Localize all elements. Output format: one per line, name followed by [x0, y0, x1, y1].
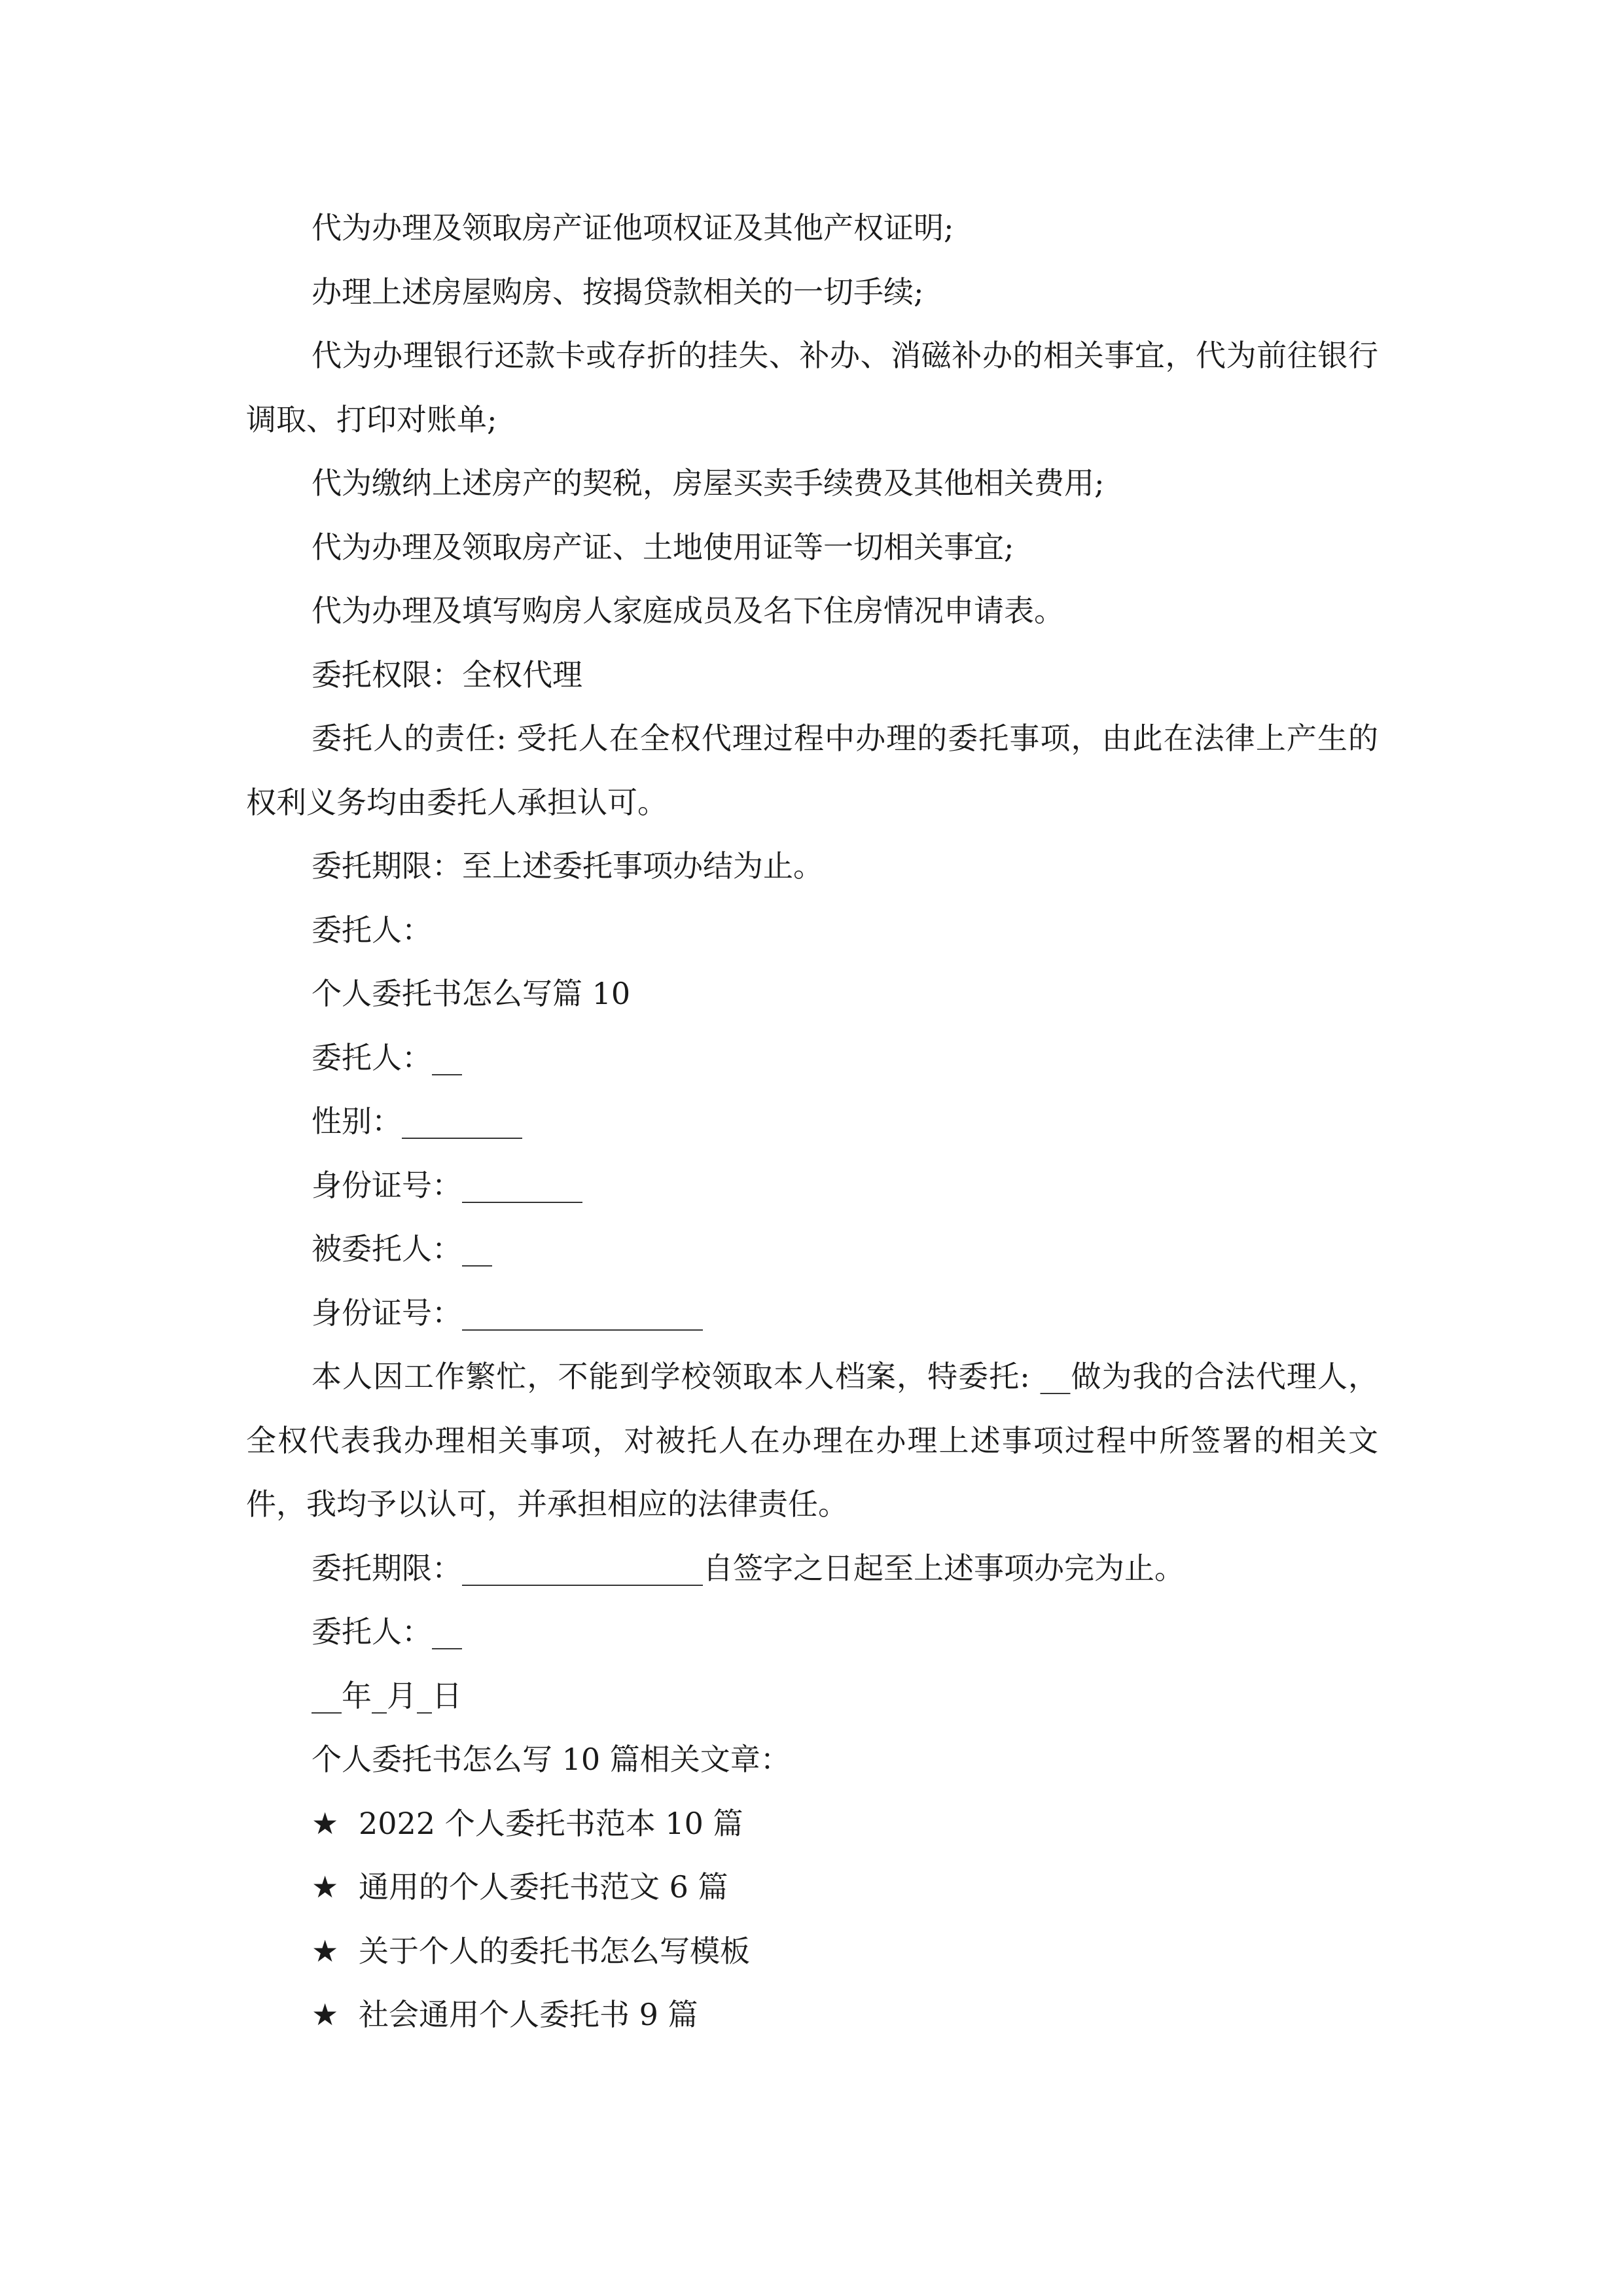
date-line: __年_月_日 [312, 1677, 462, 1713]
paragraph: 办理上述房屋购房、按揭贷款相关的一切手续; [312, 274, 924, 310]
form-field: 身份证号：________ [312, 1167, 582, 1203]
related-link-label: 关于个人的委托书怎么写模板 [359, 1933, 750, 1969]
star-icon: ★ [312, 1805, 339, 1841]
form-field: 身份证号：________________ [312, 1295, 703, 1331]
section-heading: 个人委托书怎么写篇 10 [312, 976, 631, 1011]
related-link[interactable] [246, 1856, 1378, 1920]
related-heading: 个人委托书怎么写 10 篇相关文章： [312, 1742, 791, 1777]
document-body [246, 196, 1378, 2047]
paragraph: 委托权限：全权代理 [312, 656, 582, 692]
related-link-label: 2022 个人委托书范本 10 篇 [359, 1805, 743, 1841]
related-list [246, 1792, 1378, 2047]
paragraph: 代为缴纳上述房产的契税，房屋买卖手续费及其他相关费用; [312, 465, 1105, 501]
paragraph: 本人因工作繁忙，不能到学校领取本人档案，特委托: __做为我的合法代理人，全权代表我办理相关事项，对被托人在办理在办理上述事项过程中所签署的相关文件，我均予以认可，并承担相应的法律责任。 [246, 1359, 1378, 1522]
paragraph: 代为办理及领取房产证、土地使用证等一切相关事宜; [312, 529, 1014, 565]
form-field: 被委托人：__ [312, 1231, 492, 1266]
related-link-label: 社会通用个人委托书 9 篇 [359, 1997, 698, 2032]
paragraph: 代为办理及领取房产证他项权证及其他产权证明; [312, 210, 954, 245]
star-icon: ★ [312, 1933, 339, 1969]
paragraph: 代为办理及填写购房人家庭成员及名下住房情况申请表。 [312, 593, 1064, 628]
form-field: 性别：________ [312, 1103, 522, 1139]
related-link[interactable] [246, 1983, 1378, 2047]
form-field: 委托人：__ [312, 1039, 462, 1075]
related-link[interactable] [246, 1792, 1378, 1856]
signature-line: 委托人：__ [312, 1614, 462, 1649]
paragraph: 委托期限：________________自签字之日起至上述事项办完为止。 [312, 1550, 1185, 1586]
star-icon: ★ [312, 1869, 339, 1905]
related-link[interactable] [246, 1920, 1378, 1984]
related-link-label: 通用的个人委托书范文 6 篇 [359, 1869, 728, 1905]
star-icon: ★ [312, 1997, 339, 2032]
paragraph: 委托人： [312, 912, 432, 948]
paragraph: 委托人的责任: 受托人在全权代理过程中办理的委托事项，由此在法律上产生的权利义务均由委托人承担认可。 [246, 721, 1378, 820]
paragraph: 委托期限：至上述委托事项办结为止。 [312, 848, 823, 884]
paragraph: 代为办理银行还款卡或存折的挂失、补办、消磁补办的相关事宜，代为前往银行调取、打印对账单; [246, 338, 1378, 437]
